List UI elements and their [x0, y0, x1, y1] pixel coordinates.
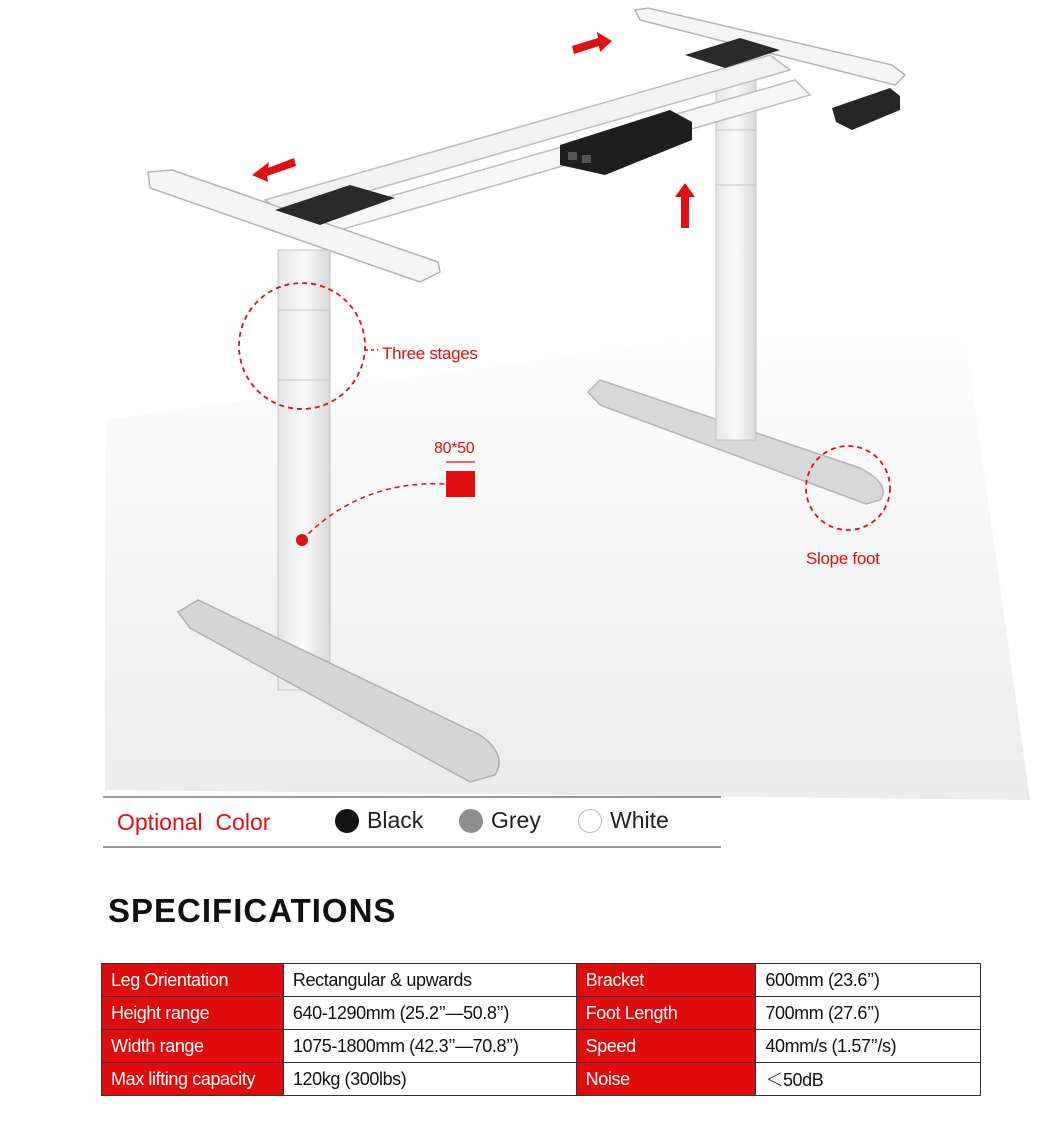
spec-value: Rectangular & upwards: [283, 964, 576, 997]
floor-shadow: [105, 300, 1030, 800]
spec-key: Bracket: [576, 964, 756, 997]
white-swatch: [578, 809, 602, 833]
slope-foot-label: Slope foot: [806, 549, 880, 568]
black-swatch: [335, 809, 359, 833]
table-row: [102, 997, 981, 1030]
lift-arrow-icon: [675, 183, 695, 228]
spec-key: Speed: [576, 1030, 756, 1063]
spec-key: Foot Length: [576, 997, 756, 1030]
spec-value: 1075-1800mm (42.3’’—70.8’’): [283, 1030, 576, 1063]
three-stages-label: Three stages: [382, 344, 478, 363]
back-leg: [716, 70, 756, 440]
spec-key: Leg Orientation: [102, 964, 284, 997]
color-options-bar: [103, 796, 721, 848]
front-leg: [278, 250, 330, 690]
retract-arrow-icon: [252, 158, 296, 182]
table-row: [102, 1030, 981, 1063]
table-row: [102, 1063, 981, 1096]
spec-key: Height range: [102, 997, 284, 1030]
spec-key: Width range: [102, 1030, 284, 1063]
color-option-black: Black: [335, 807, 423, 834]
tube-size-label: 80*50: [434, 440, 475, 457]
spec-key: Max lifting capacity: [102, 1063, 284, 1096]
spec-value: 600mm (23.6’’): [756, 964, 981, 997]
table-row: [102, 964, 981, 997]
tube-size-point: [296, 534, 308, 546]
spec-value: 40mm/s (1.57’’/s): [756, 1030, 981, 1063]
color-option-grey: Grey: [459, 807, 541, 834]
specifications-title: SPECIFICATIONS: [108, 892, 397, 929]
spec-value: ＜50dB: [756, 1063, 981, 1096]
spec-value: 120kg (300lbs): [283, 1063, 576, 1096]
spec-key: Noise: [576, 1063, 756, 1096]
color-options-title: Optional Color: [117, 809, 271, 835]
extend-arrow-icon: [572, 32, 612, 54]
spec-value: 700mm (27.6’’): [756, 997, 981, 1030]
tube-size-square: [446, 471, 475, 497]
grey-swatch: [459, 809, 483, 833]
color-option-white: White: [578, 807, 669, 834]
spec-value: 640-1290mm (25.2’’—50.8’’): [283, 997, 576, 1030]
specifications-table: [101, 963, 981, 1096]
hand-controller: [832, 88, 900, 130]
